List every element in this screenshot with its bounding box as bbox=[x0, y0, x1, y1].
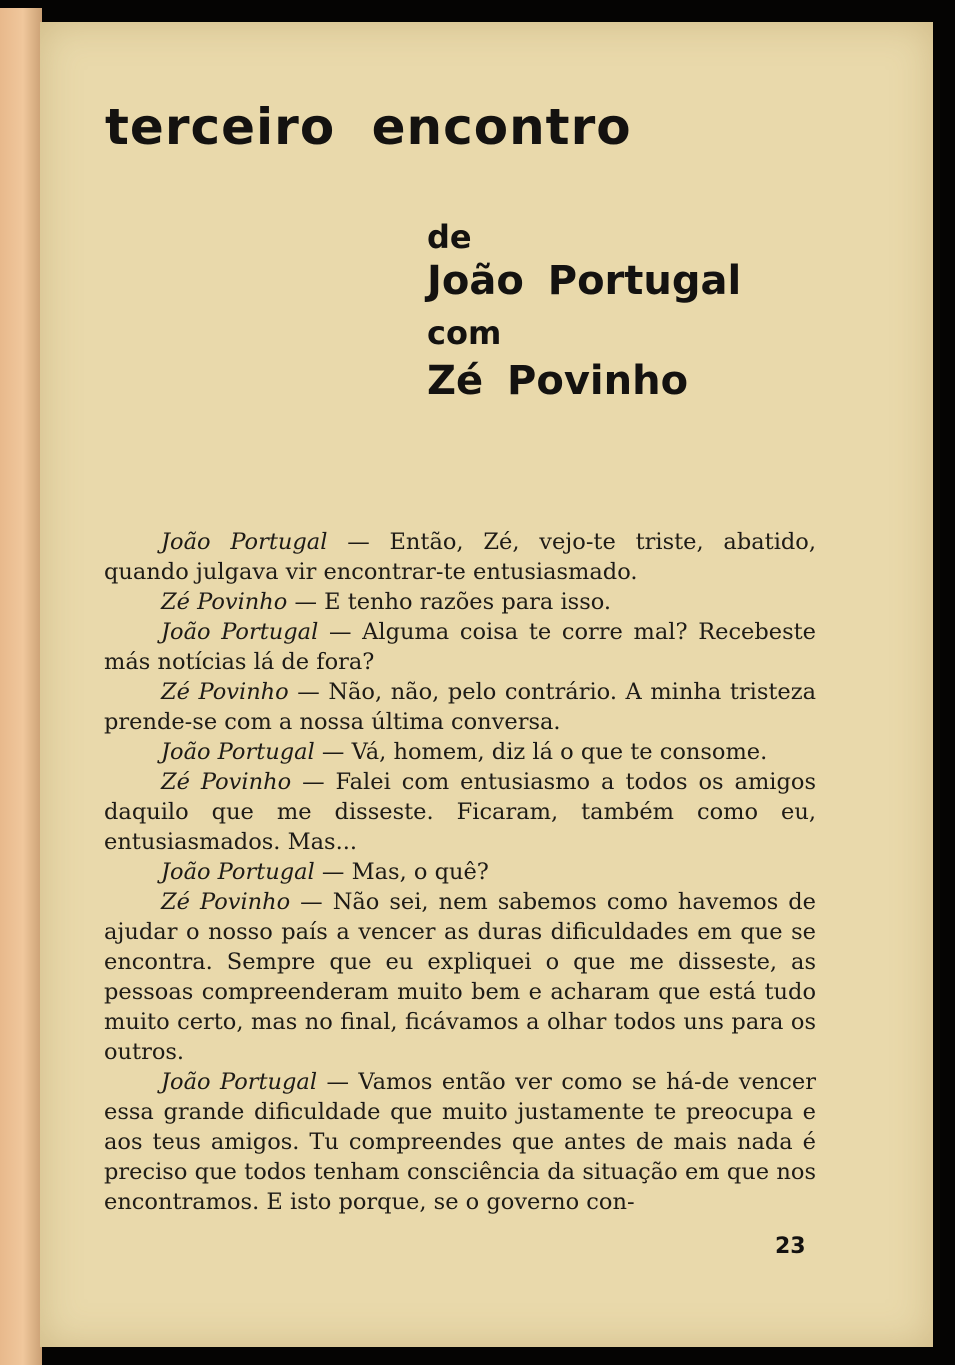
speaker-name: Zé Povinho bbox=[161, 769, 292, 795]
speaker-name: João Portugal bbox=[161, 1069, 318, 1095]
dialogue-paragraph bbox=[104, 857, 816, 887]
subtitle-joao-portugal: João Portugal bbox=[427, 258, 742, 304]
subtitle-ze-povinho: Zé Povinho bbox=[427, 358, 689, 404]
speaker-name: Zé Povinho bbox=[161, 589, 288, 615]
dialogue-line: — E tenho razões para isso. bbox=[287, 589, 612, 615]
dialogue-line: — Não sei, nem sabemos como havemos de ajudar o nosso país a vencer as duras dificuldades em que se encontra. Sempre que eu expliquei o que me disseste, as pessoas compreenderam muito bem e acharam que está tudo muito certo, mas no final, ficávamos a olhar todos uns para os outros. bbox=[104, 889, 816, 1065]
dialogue-line: — Não, não, pelo contrário. A minha tristeza prende-se com a nossa última conversa. bbox=[104, 679, 816, 735]
speaker-name: Zé Povinho bbox=[161, 679, 289, 705]
dialogue-line: — Alguma coisa te corre mal? Recebeste más notícias lá de fora? bbox=[104, 619, 816, 675]
subtitle-com: com bbox=[427, 314, 502, 352]
speaker-name: João Portugal bbox=[161, 859, 315, 885]
page-number: 23 bbox=[775, 1234, 806, 1259]
dialogue-line: — Vamos então ver como se há-de vencer essa grande dificuldade que muito justamente te preocupa e aos teus amigos. Tu compreendes que antes de mais nada é preciso que todos tenham consciência da situação em que nos encontramos. E isto porque, se o governo con- bbox=[104, 1069, 816, 1215]
dialogue-paragraph bbox=[104, 767, 816, 857]
dialogue-paragraph bbox=[104, 587, 816, 617]
speaker-name: João Portugal bbox=[161, 619, 319, 645]
dialogue-paragraph bbox=[104, 737, 816, 767]
speaker-name: João Portugal bbox=[161, 529, 328, 555]
speaker-name: Zé Povinho bbox=[161, 889, 291, 915]
dialogue-paragraph bbox=[104, 617, 816, 677]
dialogue-body bbox=[104, 527, 816, 1217]
dialogue-line: — Falei com entusiasmo a todos os amigos daquilo que me disseste. Ficaram, também como eu, entusiasmados. Mas... bbox=[104, 769, 816, 855]
dialogue-paragraph bbox=[104, 527, 816, 587]
chapter-title: terceiro encontro bbox=[105, 98, 632, 156]
dialogue-line: — Vá, homem, diz lá o que te consome. bbox=[314, 739, 768, 765]
dialogue-paragraph bbox=[104, 887, 816, 1067]
speaker-name: João Portugal bbox=[161, 739, 315, 765]
subtitle-de: de bbox=[427, 218, 472, 256]
previous-page-edge bbox=[0, 8, 42, 1365]
dialogue-line: — Mas, o quê? bbox=[314, 859, 489, 885]
dialogue-paragraph bbox=[104, 677, 816, 737]
dialogue-line: — Então, Zé, vejo-te triste, abatido, quando julgava vir encontrar-te entusiasmado. bbox=[104, 529, 816, 585]
dialogue-paragraph bbox=[104, 1067, 816, 1217]
